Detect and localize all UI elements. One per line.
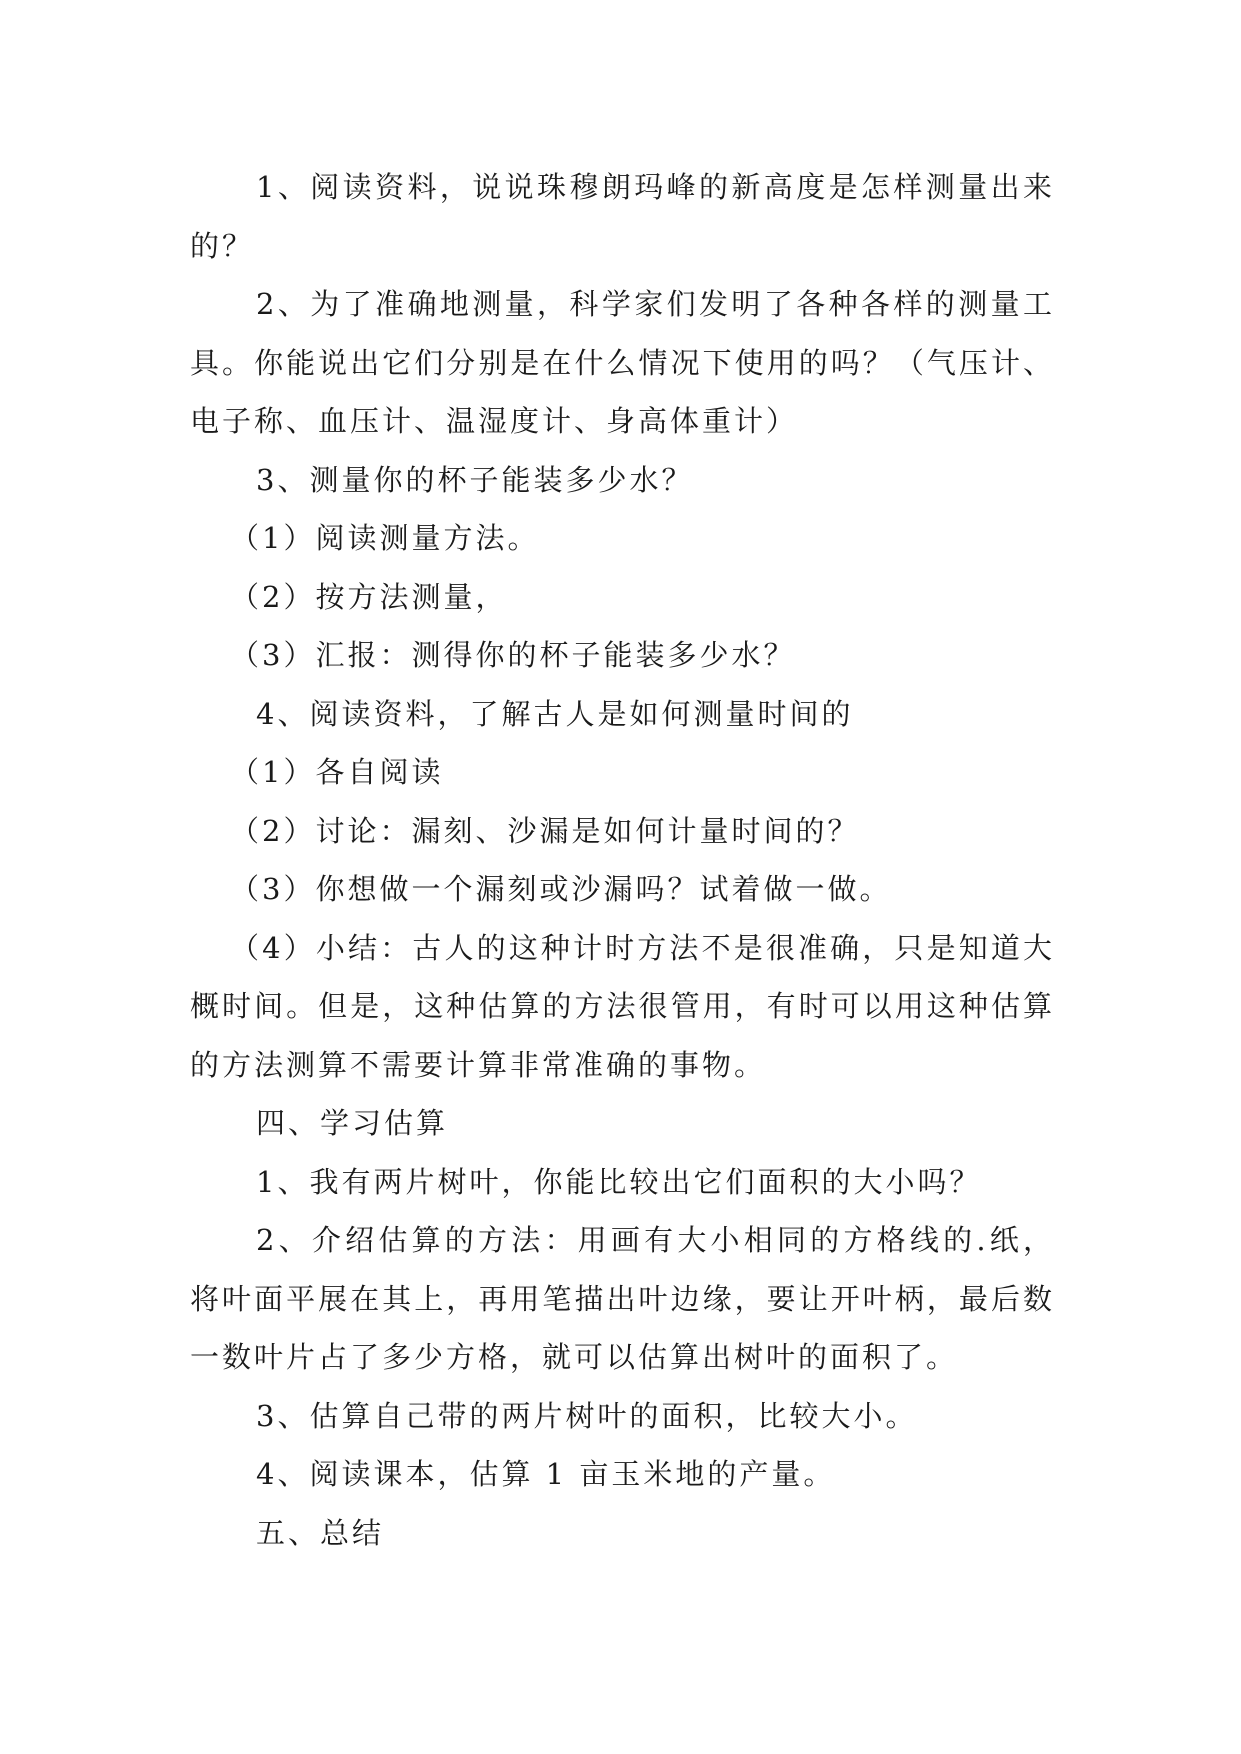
paragraph-15: 3、估算自己带的两片树叶的面积，比较大小。 [256, 1398, 918, 1433]
paragraph-6: （3）汇报：测得你的杯子能装多少水？ [230, 638, 796, 672]
paragraph-14: 2、介绍估算的方法：用画有大小相同的方格线的.纸，将叶面平展在其上，再用笔描出叶边缘，要让开叶柄，最后数一数叶片占了多少方格，就可以估算出树叶的面积了。 [190, 1223, 1055, 1374]
paragraph-1: 1、阅读资料，说说珠穆朗玛峰的新高度是怎样测量出来的？ [190, 170, 1055, 263]
paragraph-9: （2）讨论：漏刻、沙漏是如何计量时间的？ [230, 813, 860, 848]
paragraph-11: （4）小结：古人的这种计时方法不是很准确，只是知道大概时间。但是，这种估算的方法很管用，有时可以用这种估算的方法测算不需要计算非常准确的事物。 [190, 930, 1055, 1082]
paragraph-2: 2、为了准确地测量，科学家们发明了各种各样的测量工具。你能说出它们分别是在什么情况下使用的吗？（气压计、电子称、血压计、温湿度计、身高体重计） [190, 287, 1055, 438]
paragraph-3: 3、测量你的杯子能装多少水？ [256, 462, 694, 497]
section-heading-4: 四、学习估算 [256, 1106, 449, 1140]
paragraph-4: （1）阅读测量方法。 [230, 521, 540, 555]
paragraph-13: 1、我有两片树叶，你能比较出它们面积的大小吗？ [256, 1164, 982, 1199]
paragraph-5: （2）按方法测量， [230, 579, 508, 614]
section-heading-5: 五、总结 [256, 1515, 385, 1550]
paragraph-16: 4、阅读课本，估算 1 亩玉米地的产量。 [256, 1457, 836, 1491]
paragraph-7: 4、阅读资料，了解古人是如何测量时间的 [256, 696, 854, 731]
document-page [190, 158, 1055, 1562]
paragraph-10: （3）你想做一个漏刻或沙漏吗？试着做一做。 [230, 872, 892, 906]
paragraph-8: （1）各自阅读 [230, 755, 444, 789]
